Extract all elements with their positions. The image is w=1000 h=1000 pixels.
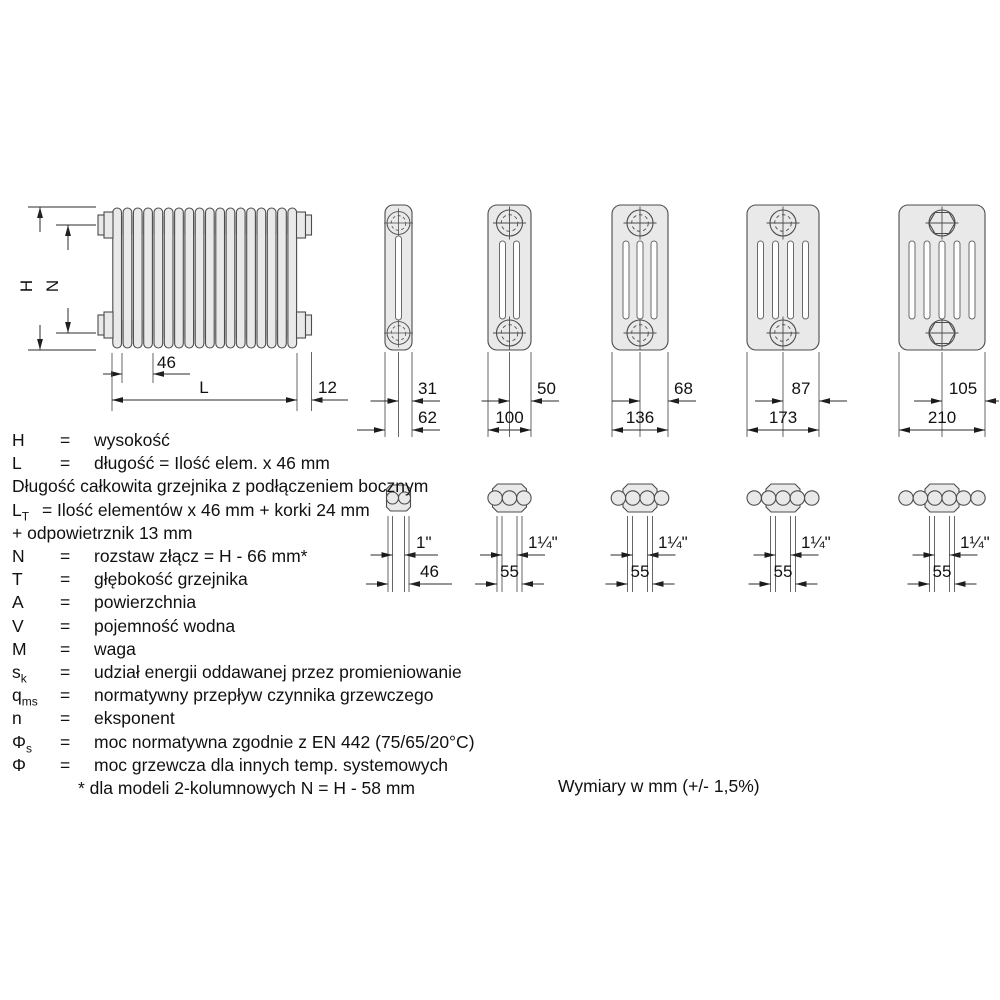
dim-label-side-connection: 12 — [318, 378, 337, 397]
dim-pitch-4col: 55 — [630, 562, 650, 581]
legend-row-T: T = głębokość grzejnika — [12, 569, 248, 590]
cross-section-6col — [899, 205, 999, 437]
dim-thread-4col: 1¼" — [658, 533, 688, 552]
dim-thread-5col: 1¼" — [801, 533, 831, 552]
legend-row-phi: Φ = moc grzewcza dla innych temp. systemowych — [12, 754, 449, 775]
dim-depth-2col: 62 — [418, 408, 437, 427]
dim-depth-4col: 136 — [625, 408, 655, 427]
dim-half-depth-3col: 50 — [537, 379, 556, 398]
dim-label-H: H — [17, 279, 36, 293]
dim-half-depth-4col: 68 — [674, 379, 693, 398]
cross-section-4col — [612, 205, 696, 437]
legend-row-M: M = waga — [12, 638, 136, 659]
dim-pitch-2col: 46 — [420, 562, 439, 581]
dim-depth-5col: 173 — [768, 408, 798, 427]
legend-row-H: H = wysokość — [12, 430, 170, 450]
legend-row-phi-s: $\Phi_s$ = moc normatywna zgodnie z EN 442 (75/65/20°C) — [12, 731, 475, 756]
dim-label-N: N — [43, 279, 62, 293]
legend-row-N: N = rozstaw złącz = H - 66 mm* — [12, 546, 308, 567]
dim-connection-spacing-N — [43, 225, 96, 333]
dim-depth-3col: 100 — [495, 408, 524, 427]
dim-thread-6col: 1¼" — [960, 533, 990, 552]
legend-row-LT: $L_T$ = Ilość elementów x 46 mm + korki 24 mm — [12, 499, 370, 524]
dim-depth-6col: 210 — [927, 408, 957, 427]
dim-half-depth-2col: 31 — [418, 379, 437, 398]
dim-height-H — [17, 207, 96, 350]
legend-row-n: n = eksponent — [12, 708, 175, 729]
legend-row-L: L = długość = Ilość elem. x 46 mm — [12, 453, 330, 474]
dim-pitch-3col: 55 — [500, 562, 519, 581]
legend-row-sk: $s_k$ = udział energii oddawanej przez promieniowanie — [12, 662, 462, 686]
cross-section-2col — [357, 205, 440, 437]
legend-row-total-length-caption: Długość całkowita grzejnika z podłączeniem bocznym — [12, 476, 429, 497]
dim-half-depth-6col: 105 — [948, 379, 978, 398]
legend-row-A: A = powierzchnia — [12, 592, 197, 613]
cross-section-3col — [482, 205, 560, 437]
legend-row-footnote: * dla modeli 2-kolumnowych N = H - 58 mm — [78, 778, 415, 799]
dim-half-depth-5col: 87 — [791, 379, 811, 398]
dim-pitch-6col: 55 — [932, 562, 952, 581]
top-view-6col — [899, 484, 990, 592]
legend-row-air-vent: + odpowietrznik 13 mm — [12, 522, 193, 543]
top-view-5col — [747, 484, 831, 592]
front-view — [17, 207, 348, 411]
dim-label-element-width: 46 — [157, 353, 176, 372]
legend — [12, 429, 572, 800]
dim-pitch-5col: 55 — [773, 562, 793, 581]
cross-section-5col — [747, 205, 847, 437]
dim-label-length: L — [199, 378, 209, 397]
legend-row-V: V = pojemność wodna — [12, 615, 236, 636]
legend-row-qms: $q_{ms}$ = normatywny przepływ czynnika grzewczego — [12, 685, 434, 709]
dim-element-width-46 — [103, 353, 190, 383]
dim-thread-2col: 1" — [416, 533, 432, 552]
dimensions-note: Wymiary w mm (+/- 1,5%) — [558, 776, 760, 796]
top-view-4col — [606, 484, 688, 592]
dim-thread-3col: 1¼" — [528, 533, 558, 552]
dim-length-L — [112, 352, 348, 411]
